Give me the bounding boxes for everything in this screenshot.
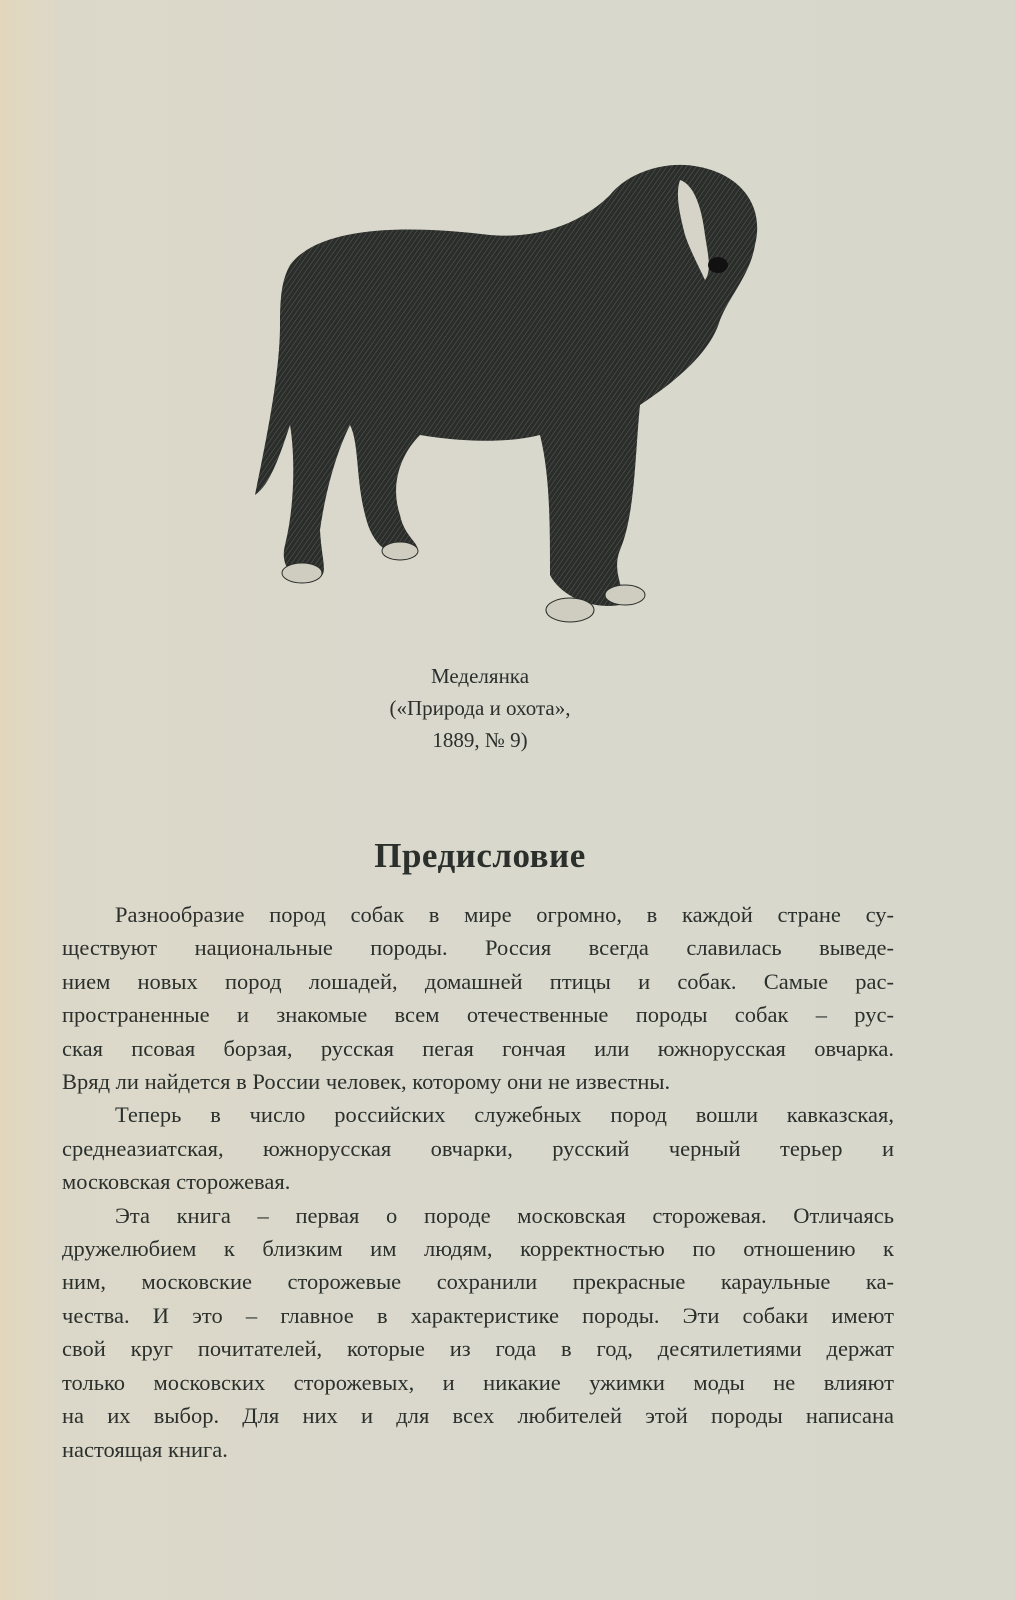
- text-line: настоящая книга.: [62, 1436, 228, 1462]
- text-line: дружелюбием к близким им людям, корректностью по отношению к: [62, 1236, 894, 1262]
- text-line: среднеазиатская, южнорусская овчарки, русский черный терьер и: [62, 1135, 894, 1161]
- text-line: Эта книга – первая о породе московская сторожевая. Отличаясь: [115, 1202, 894, 1228]
- text-line: на их выбор. Для них и для всех любителей этой породы написана: [62, 1403, 894, 1429]
- caption-date: 1889, № 9): [432, 728, 528, 752]
- text-line: московская сторожевая.: [62, 1169, 291, 1195]
- text-line: только московских сторожевых, и никакие ужимки моды не влияют: [62, 1369, 894, 1395]
- text-line: Вряд ли найдется в России человек, которому они не известны.: [62, 1069, 671, 1095]
- text-line: ним, московские сторожевые сохранили прекрасные караульные ка-: [62, 1269, 894, 1295]
- text-line: ществуют национальные породы. Россия всегда славилась выведе-: [62, 935, 894, 961]
- dog-illustration: [250, 155, 780, 645]
- paragraph-3: [62, 1199, 894, 1466]
- text-line: нием новых пород лошадей, домашней птицы и собак. Самые рас-: [62, 968, 894, 994]
- text-line: ская псовая борзая, русская пегая гончая или южнорусская овчарка.: [62, 1035, 894, 1061]
- text-line: Разнообразие пород собак в мире огромно, в каждой стране су-: [115, 902, 894, 927]
- preface-body: [62, 898, 894, 1466]
- text-line: пространенные и знакомые всем отечественные породы собак – рус-: [62, 1002, 894, 1028]
- section-heading: Предисловие: [374, 836, 586, 875]
- text-line: свой круг почитателей, которые из года в год, десятилетиями держат: [62, 1336, 894, 1362]
- caption-title: Меделянка: [430, 664, 530, 688]
- paragraph-2: [62, 1098, 894, 1198]
- figure-caption: [280, 660, 680, 756]
- text-line: Теперь в число российских служебных пород вошли кавказская,: [115, 1102, 894, 1128]
- caption-source: («Природа и охота»,: [389, 696, 571, 720]
- paragraph-1: [62, 898, 894, 1098]
- text-line: чества. И это – главное в характеристике породы. Эти собаки имеют: [62, 1302, 894, 1328]
